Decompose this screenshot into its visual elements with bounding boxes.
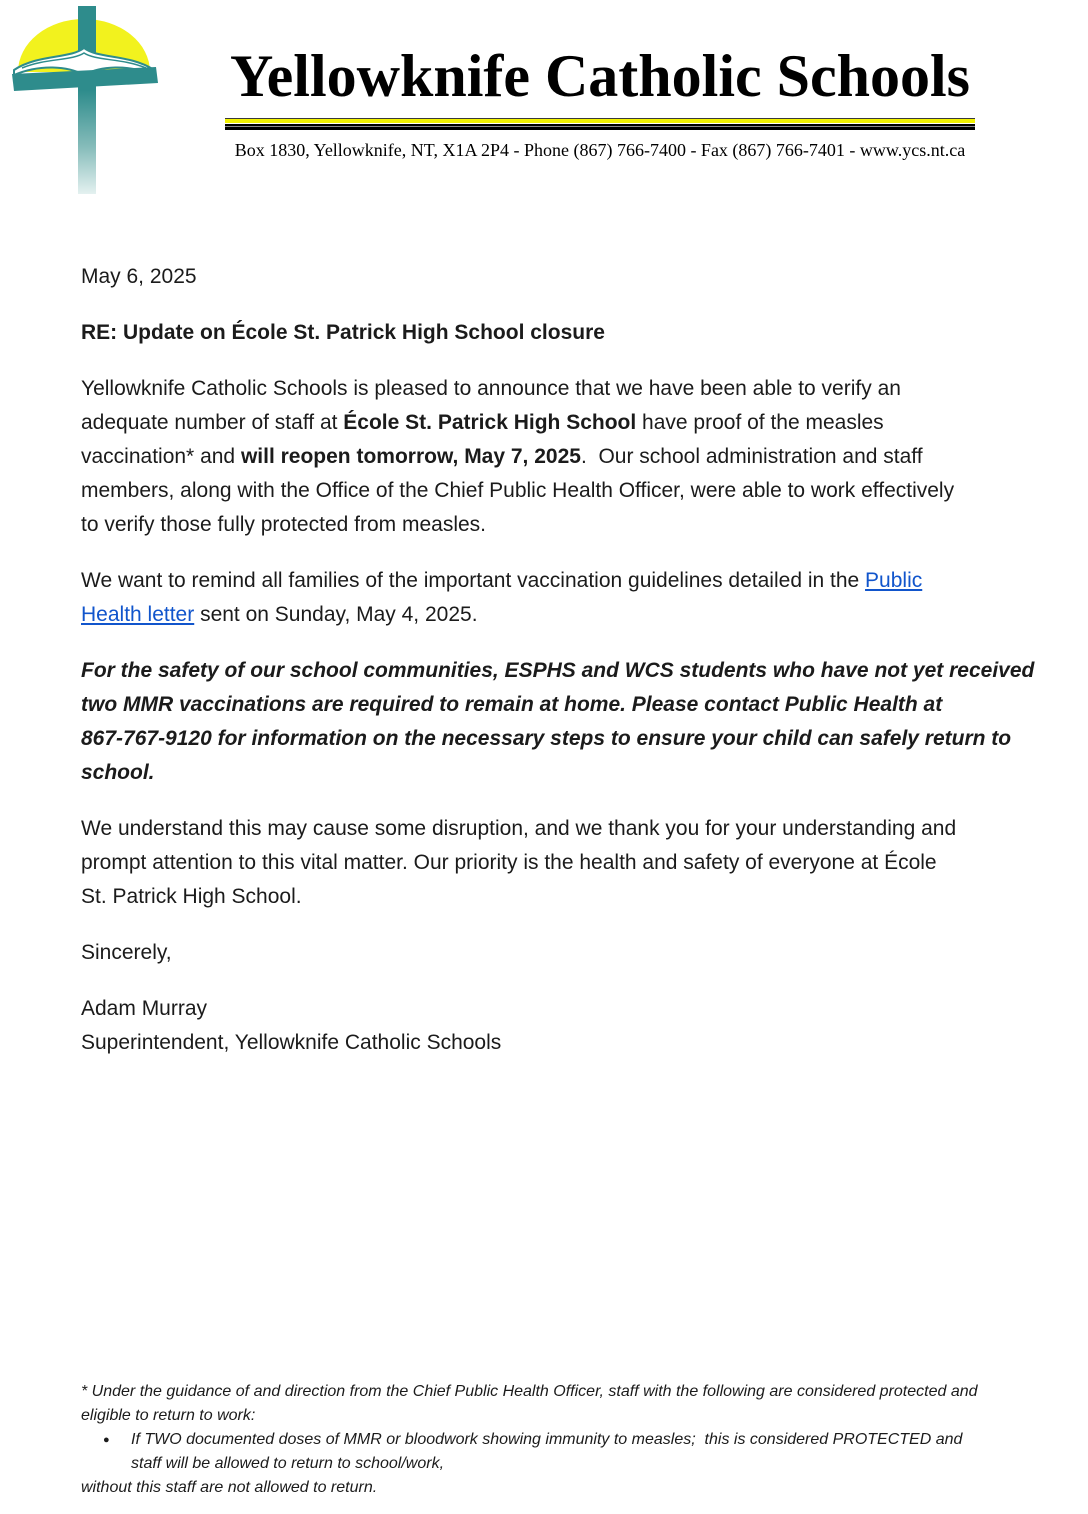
text-segment: * Under the guidance of and direction from the Chief Public Health Officer, staff with the following are considered protected and	[81, 1383, 978, 1400]
footnote-bullet-item	[81, 1428, 1048, 1476]
text-segment: staff will be allowed to return to school/work,	[131, 1455, 445, 1472]
public-health-letter-link[interactable]: Public	[865, 569, 923, 592]
public-health-letter-link[interactable]: Health letter	[81, 603, 195, 626]
text-segment: sent on Sunday, May 4, 2025.	[194, 603, 478, 626]
text-segment: 867-767-9120 for information on the necessary steps to ensure your child can safely return to	[81, 727, 1012, 750]
text-segment: eligible to return to work:	[81, 1407, 256, 1424]
org-title: Yellowknife Catholic Schools	[229, 43, 971, 109]
closing: Sincerely,	[81, 941, 172, 964]
text-segment: school.	[81, 761, 155, 784]
letter-body	[0, 260, 1088, 1500]
text-segment: vaccination* and	[81, 445, 241, 468]
footnote-outro: without this staff are not allowed to return.	[81, 1479, 378, 1496]
footnote-bullet-text	[131, 1428, 962, 1476]
signature-title: Superintendent, Yellowknife Catholic Schools	[81, 1031, 502, 1054]
text-segment: We want to remind all families of the important vaccination guidelines detailed in the	[81, 569, 866, 592]
paragraph-mmr-requirement	[81, 654, 1048, 790]
paragraph-vaccination-reminder	[81, 564, 1048, 632]
text-segment: have proof of the measles	[636, 411, 884, 434]
text-segment: prompt attention to this vital matter. Our priority is the health and safety of everyone at École	[81, 851, 937, 874]
letterhead	[0, 0, 1088, 200]
paragraph-thanks	[81, 812, 1048, 914]
text-segment: If TWO documented doses of MMR or bloodwork showing immunity to measles; this is considered PROTECTED and	[131, 1431, 963, 1448]
text-segment: . Our school administration and staff	[580, 445, 923, 468]
signature-block	[81, 992, 1048, 1060]
header-rule-yellow	[225, 118, 975, 123]
text-segment: members, along with the Office of the Chief Public Health Officer, were able to work effectively	[81, 479, 955, 502]
signature-name: Adam Murray	[81, 997, 208, 1020]
text-segment: École St. Patrick High School	[343, 411, 637, 434]
paragraph-reopening	[81, 372, 1048, 542]
footnote-intro	[81, 1380, 1048, 1428]
text-segment: We understand this may cause some disruption, and we thank you for your understanding and	[81, 817, 957, 840]
school-logo-icon	[8, 4, 160, 196]
letter-date: May 6, 2025	[81, 265, 197, 288]
text-segment: adequate number of staff at	[81, 411, 344, 434]
footnote	[81, 1380, 1048, 1500]
org-address: Box 1830, Yellowknife, NT, X1A 2P4 - Phone (867) 766-7400 - Fax (867) 766-7401 - www.ycs.nt.ca	[234, 140, 966, 160]
subject-line: RE: Update on École St. Patrick High School closure	[81, 321, 605, 344]
header-rule-black	[225, 124, 975, 130]
text-segment: will reopen tomorrow, May 7, 2025	[240, 445, 581, 468]
text-segment: Yellowknife Catholic Schools is pleased to announce that we have been able to verify an	[81, 377, 901, 400]
letterhead-right	[225, 44, 975, 161]
bullet-icon: ●	[103, 1434, 110, 1446]
text-segment: two MMR vaccinations are required to remain at home. Please contact Public Health at	[81, 693, 943, 716]
text-segment: For the safety of our school communities, ESPHS and WCS students who have not yet received	[81, 659, 1035, 682]
text-segment: St. Patrick High School.	[81, 885, 302, 908]
text-segment: to verify those fully protected from measles.	[81, 513, 486, 536]
